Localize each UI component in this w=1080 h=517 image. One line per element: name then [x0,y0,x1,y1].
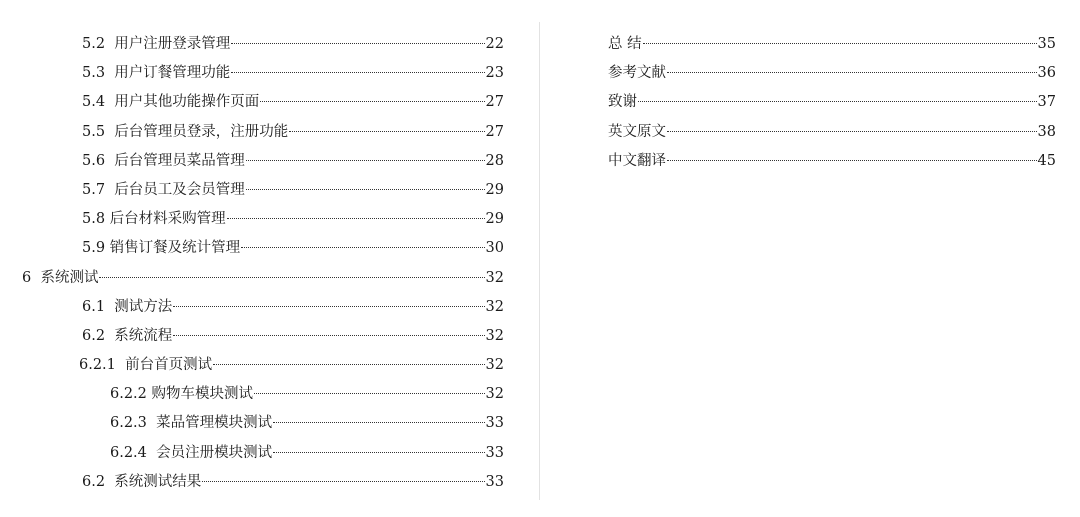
toc-page-number: 33 [485,415,504,432]
toc-entry[interactable] [608,30,1056,59]
toc-entry[interactable] [22,205,504,234]
toc-entry-label: 6.2.2 购物车模块测试 [110,386,254,403]
toc-entry-label: 6.1 测试方法 [82,298,173,315]
toc-entry[interactable] [22,351,504,380]
toc-page-number: 30 [485,240,504,257]
toc-entry[interactable] [22,380,504,409]
toc-page-number: 32 [485,386,504,403]
toc-dot-leader [241,247,484,248]
toc-entry-label: 5.8 后台材料采购管理 [82,211,226,228]
toc-entry-label: 6.2 系统测试结果 [82,473,202,490]
toc-right-column [608,30,1056,176]
toc-page-number: 29 [485,181,504,198]
toc-page-number: 33 [485,473,504,490]
toc-entry[interactable] [22,88,504,117]
toc-entry[interactable] [608,59,1056,88]
toc-page-number: 32 [485,269,504,286]
toc-page-number: 32 [485,357,504,374]
toc-dot-leader [643,43,1037,44]
toc-entry-label: 5.2 用户注册登录管理 [82,36,231,52]
toc-entry-label: 6 系统测试 [22,269,99,286]
toc-page-number: 32 [485,327,504,344]
toc-dot-leader [173,335,484,336]
toc-entry-label: 5.7 后台员工及会员管理 [82,181,245,198]
toc-page-number: 23 [485,65,504,82]
toc-entry-label: 6.2 系统流程 [82,327,173,344]
toc-entry-label: 中文翻译 [608,152,666,169]
toc-entry[interactable] [22,409,504,438]
toc-entry-label: 6.2.1 前台首页测试 [79,357,213,374]
toc-page-number: 27 [485,94,504,111]
toc-entry-label: 6.2.4 会员注册模块测试 [110,444,273,461]
toc-dot-leader [246,160,485,161]
toc-entry[interactable] [608,88,1056,117]
toc-dot-leader [254,393,485,394]
toc-entry-label: 5.3 用户订餐管理功能 [82,65,231,82]
toc-dot-leader [246,189,485,190]
toc-entry[interactable] [22,176,504,205]
toc-dot-leader [202,481,484,482]
toc-entry-label: 5.6 后台管理员菜品管理 [82,152,245,169]
toc-page-number: 35 [1037,36,1056,52]
toc-page-number: 36 [1037,65,1056,82]
toc-page-number: 45 [1037,152,1056,169]
toc-entry[interactable] [22,30,504,59]
toc-dot-leader [173,306,484,307]
toc-entry[interactable] [22,322,504,351]
toc-entry[interactable] [22,468,504,497]
toc-page-number: 28 [485,152,504,169]
toc-page-number: 33 [485,444,504,461]
toc-dot-leader [667,72,1037,73]
toc-entry[interactable] [22,147,504,176]
toc-entry[interactable] [22,439,504,468]
toc-entry[interactable] [22,293,504,322]
toc-page-number: 37 [1037,94,1056,111]
toc-page-number: 29 [485,211,504,228]
toc-entry[interactable] [22,234,504,263]
toc-left-column [22,30,504,497]
toc-entry[interactable] [608,147,1056,176]
toc-dot-leader [99,277,484,278]
toc-entry-label: 致谢 [608,94,637,111]
toc-entry[interactable] [608,118,1056,147]
toc-page-number: 32 [485,298,504,315]
toc-dot-leader [273,452,484,453]
toc-dot-leader [273,422,484,423]
toc-dot-leader [667,160,1037,161]
toc-dot-leader [231,43,484,44]
toc-entry[interactable] [22,264,504,293]
toc-entry[interactable] [22,118,504,147]
toc-dot-leader [227,218,485,219]
toc-entry[interactable] [22,59,504,88]
toc-entry-label: 5.9 销售订餐及统计管理 [82,240,241,257]
toc-dot-leader [638,101,1037,102]
toc-entry-label: 参考文献 [608,65,666,82]
toc-dot-leader [213,364,484,365]
toc-entry-label: 英文原文 [608,123,666,140]
toc-page-number: 38 [1037,123,1056,140]
toc-entry-label: 总 结 [608,36,642,52]
toc-dot-leader [289,131,484,132]
column-divider [539,22,540,500]
toc-entry-label: 5.4 用户其他功能操作页面 [82,94,260,111]
toc-page-number: 27 [485,123,504,140]
toc-entry-label: 6.2.3 菜品管理模块测试 [110,415,273,432]
toc-page-number: 22 [485,36,504,52]
toc-dot-leader [260,101,484,102]
toc-dot-leader [667,131,1037,132]
toc-dot-leader [231,72,484,73]
toc-entry-label: 5.5 后台管理员登录，注册功能 [82,123,289,140]
